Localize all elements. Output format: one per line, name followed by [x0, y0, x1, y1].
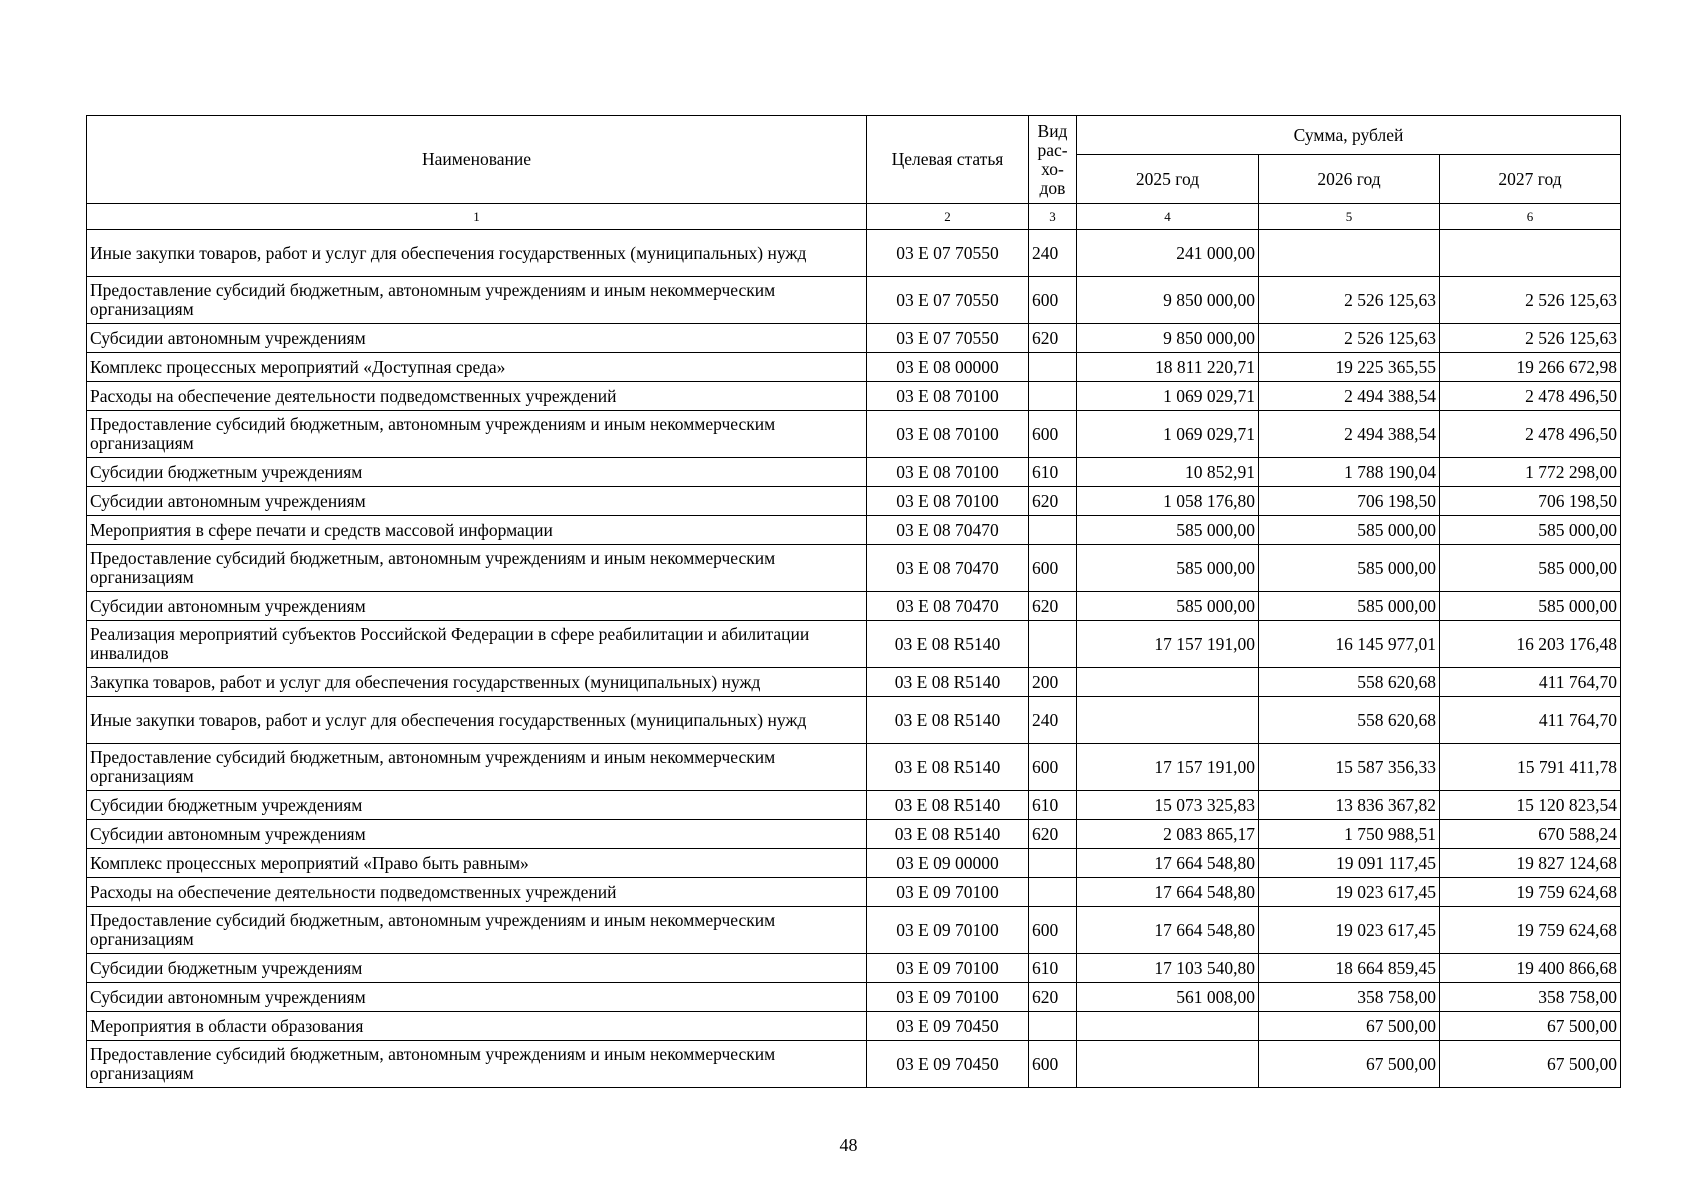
row-expense-type: 610 [1029, 791, 1077, 820]
row-name: Субсидии автономным учреждениям [87, 487, 867, 516]
header-target: Целевая статья [867, 116, 1029, 204]
row-amount-2025: 10 852,91 [1077, 458, 1259, 487]
row-amount-2027: 19 759 624,68 [1440, 907, 1621, 954]
table-row [87, 849, 1621, 878]
row-amount-2027: 19 759 624,68 [1440, 878, 1621, 907]
table-row [87, 458, 1621, 487]
row-name: Мероприятия в сфере печати и средств массовой информации [87, 516, 867, 545]
row-amount-2025: 561 008,00 [1077, 983, 1259, 1012]
row-target-code: 03 Е 07 70550 [867, 230, 1029, 277]
table-row [87, 621, 1621, 668]
row-expense-type: 240 [1029, 697, 1077, 744]
row-expense-type [1029, 353, 1077, 382]
row-name: Реализация мероприятий субъектов Российской Федерации в сфере реабилитации и абилитации инвалидов [87, 621, 867, 668]
row-amount-2027: 67 500,00 [1440, 1041, 1621, 1088]
row-target-code: 03 Е 08 R5140 [867, 791, 1029, 820]
header-sum: Сумма, рублей [1077, 116, 1621, 155]
row-amount-2025: 17 664 548,80 [1077, 878, 1259, 907]
row-expense-type: 600 [1029, 545, 1077, 592]
row-amount-2027: 358 758,00 [1440, 983, 1621, 1012]
table-row [87, 1012, 1621, 1041]
row-amount-2027: 411 764,70 [1440, 668, 1621, 697]
row-amount-2027: 16 203 176,48 [1440, 621, 1621, 668]
row-target-code: 03 Е 07 70550 [867, 277, 1029, 324]
row-amount-2025: 1 058 176,80 [1077, 487, 1259, 516]
row-expense-type: 620 [1029, 487, 1077, 516]
table-body [87, 230, 1621, 1088]
row-target-code: 03 Е 08 70100 [867, 382, 1029, 411]
row-amount-2026: 2 526 125,63 [1259, 277, 1440, 324]
row-expense-type: 620 [1029, 592, 1077, 621]
row-amount-2027: 1 772 298,00 [1440, 458, 1621, 487]
row-expense-type: 600 [1029, 744, 1077, 791]
row-amount-2026: 2 494 388,54 [1259, 382, 1440, 411]
row-target-code: 03 Е 08 R5140 [867, 697, 1029, 744]
table-row [87, 878, 1621, 907]
row-amount-2026: 19 023 617,45 [1259, 907, 1440, 954]
header-name: Наименование [87, 116, 867, 204]
row-amount-2026: 18 664 859,45 [1259, 954, 1440, 983]
row-amount-2027: 2 478 496,50 [1440, 382, 1621, 411]
row-name: Комплекс процессных мероприятий «Доступная среда» [87, 353, 867, 382]
column-number-row [87, 204, 1621, 230]
row-amount-2025: 585 000,00 [1077, 545, 1259, 592]
column-number: 4 [1077, 204, 1259, 230]
row-name: Расходы на обеспечение деятельности подведомственных учреждений [87, 382, 867, 411]
row-amount-2025 [1077, 697, 1259, 744]
row-expense-type: 200 [1029, 668, 1077, 697]
table-row [87, 907, 1621, 954]
row-target-code: 03 Е 09 70100 [867, 907, 1029, 954]
row-expense-type: 620 [1029, 820, 1077, 849]
column-number: 6 [1440, 204, 1621, 230]
row-amount-2027: 19 827 124,68 [1440, 849, 1621, 878]
row-expense-type: 240 [1029, 230, 1077, 277]
row-amount-2026: 1 788 190,04 [1259, 458, 1440, 487]
row-expense-type [1029, 621, 1077, 668]
row-amount-2025 [1077, 1012, 1259, 1041]
row-target-code: 03 Е 08 70470 [867, 592, 1029, 621]
row-expense-type: 620 [1029, 324, 1077, 353]
row-target-code: 03 Е 09 70450 [867, 1041, 1029, 1088]
row-name: Субсидии автономным учреждениям [87, 592, 867, 621]
row-expense-type: 610 [1029, 458, 1077, 487]
table-row [87, 324, 1621, 353]
table-row [87, 744, 1621, 791]
row-name: Иные закупки товаров, работ и услуг для обеспечения государственных (муниципальных) нужд [87, 697, 867, 744]
row-name: Предоставление субсидий бюджетным, автономным учреждениям и иным некоммерческим организациям [87, 411, 867, 458]
row-name: Субсидии бюджетным учреждениям [87, 954, 867, 983]
header-year-2027: 2027 год [1440, 155, 1621, 204]
row-amount-2027 [1440, 230, 1621, 277]
row-target-code: 03 Е 08 70100 [867, 411, 1029, 458]
table-row [87, 382, 1621, 411]
row-amount-2025: 17 103 540,80 [1077, 954, 1259, 983]
row-amount-2027: 67 500,00 [1440, 1012, 1621, 1041]
row-expense-type: 600 [1029, 411, 1077, 458]
row-target-code: 03 Е 09 70100 [867, 878, 1029, 907]
row-target-code: 03 Е 08 00000 [867, 353, 1029, 382]
row-amount-2025: 9 850 000,00 [1077, 324, 1259, 353]
table-row [87, 1041, 1621, 1088]
row-amount-2026: 1 750 988,51 [1259, 820, 1440, 849]
row-target-code: 03 Е 08 R5140 [867, 820, 1029, 849]
row-amount-2025: 17 157 191,00 [1077, 621, 1259, 668]
row-name: Предоставление субсидий бюджетным, автономным учреждениям и иным некоммерческим организациям [87, 907, 867, 954]
row-amount-2026: 2 526 125,63 [1259, 324, 1440, 353]
row-amount-2026: 358 758,00 [1259, 983, 1440, 1012]
row-expense-type [1029, 849, 1077, 878]
table-row [87, 277, 1621, 324]
table-row [87, 791, 1621, 820]
column-number: 1 [87, 204, 867, 230]
row-target-code: 03 Е 09 70450 [867, 1012, 1029, 1041]
row-amount-2027: 411 764,70 [1440, 697, 1621, 744]
row-expense-type: 610 [1029, 954, 1077, 983]
row-amount-2026: 16 145 977,01 [1259, 621, 1440, 668]
table-row [87, 954, 1621, 983]
table-row [87, 668, 1621, 697]
header-vid: Вид рас-хо-дов [1029, 116, 1077, 204]
row-amount-2025: 18 811 220,71 [1077, 353, 1259, 382]
row-amount-2026: 585 000,00 [1259, 592, 1440, 621]
row-amount-2025: 17 664 548,80 [1077, 907, 1259, 954]
row-expense-type [1029, 1012, 1077, 1041]
column-number: 2 [867, 204, 1029, 230]
row-name: Предоставление субсидий бюджетным, автономным учреждениям и иным некоммерческим организациям [87, 744, 867, 791]
table-row [87, 983, 1621, 1012]
row-amount-2026: 19 091 117,45 [1259, 849, 1440, 878]
row-amount-2026: 585 000,00 [1259, 545, 1440, 592]
budget-table [86, 115, 1621, 1088]
row-amount-2026 [1259, 230, 1440, 277]
table-row [87, 487, 1621, 516]
row-amount-2025: 241 000,00 [1077, 230, 1259, 277]
row-target-code: 03 Е 09 70100 [867, 983, 1029, 1012]
row-amount-2025 [1077, 1041, 1259, 1088]
row-amount-2025: 2 083 865,17 [1077, 820, 1259, 849]
row-target-code: 03 Е 07 70550 [867, 324, 1029, 353]
row-name: Предоставление субсидий бюджетным, автономным учреждениям и иным некоммерческим организациям [87, 1041, 867, 1088]
row-amount-2027: 15 120 823,54 [1440, 791, 1621, 820]
row-amount-2027: 2 478 496,50 [1440, 411, 1621, 458]
row-target-code: 03 Е 08 70470 [867, 545, 1029, 592]
row-amount-2026: 706 198,50 [1259, 487, 1440, 516]
row-name: Субсидии бюджетным учреждениям [87, 458, 867, 487]
row-name: Закупка товаров, работ и услуг для обеспечения государственных (муниципальных) нужд [87, 668, 867, 697]
row-target-code: 03 Е 09 70100 [867, 954, 1029, 983]
row-expense-type [1029, 382, 1077, 411]
row-amount-2027: 585 000,00 [1440, 516, 1621, 545]
row-target-code: 03 Е 08 70100 [867, 458, 1029, 487]
table-row [87, 697, 1621, 744]
row-amount-2025 [1077, 668, 1259, 697]
row-expense-type: 600 [1029, 907, 1077, 954]
row-amount-2025: 9 850 000,00 [1077, 277, 1259, 324]
header-year-2025: 2025 год [1077, 155, 1259, 204]
row-amount-2025: 1 069 029,71 [1077, 382, 1259, 411]
row-target-code: 03 Е 08 70100 [867, 487, 1029, 516]
row-name: Субсидии бюджетным учреждениям [87, 791, 867, 820]
row-amount-2026: 13 836 367,82 [1259, 791, 1440, 820]
row-expense-type [1029, 516, 1077, 545]
row-amount-2027: 19 266 672,98 [1440, 353, 1621, 382]
row-amount-2027: 2 526 125,63 [1440, 324, 1621, 353]
page-number: 48 [839, 1135, 858, 1155]
row-expense-type: 620 [1029, 983, 1077, 1012]
row-name: Предоставление субсидий бюджетным, автономным учреждениям и иным некоммерческим организациям [87, 545, 867, 592]
row-target-code: 03 Е 08 R5140 [867, 668, 1029, 697]
row-amount-2025: 585 000,00 [1077, 516, 1259, 545]
row-amount-2027: 585 000,00 [1440, 545, 1621, 592]
row-amount-2027: 19 400 866,68 [1440, 954, 1621, 983]
row-amount-2026: 2 494 388,54 [1259, 411, 1440, 458]
row-amount-2025: 1 069 029,71 [1077, 411, 1259, 458]
table-row [87, 353, 1621, 382]
row-expense-type: 600 [1029, 1041, 1077, 1088]
header-year-2026: 2026 год [1259, 155, 1440, 204]
row-amount-2026: 15 587 356,33 [1259, 744, 1440, 791]
row-name: Расходы на обеспечение деятельности подведомственных учреждений [87, 878, 867, 907]
row-name: Субсидии автономным учреждениям [87, 820, 867, 849]
row-amount-2027: 15 791 411,78 [1440, 744, 1621, 791]
row-amount-2027: 2 526 125,63 [1440, 277, 1621, 324]
table-row [87, 545, 1621, 592]
table-row [87, 592, 1621, 621]
column-number: 5 [1259, 204, 1440, 230]
row-amount-2026: 585 000,00 [1259, 516, 1440, 545]
row-amount-2027: 706 198,50 [1440, 487, 1621, 516]
row-amount-2027: 670 588,24 [1440, 820, 1621, 849]
row-target-code: 03 Е 08 70470 [867, 516, 1029, 545]
column-number: 3 [1029, 204, 1077, 230]
row-amount-2027: 585 000,00 [1440, 592, 1621, 621]
row-name: Комплекс процессных мероприятий «Право быть равным» [87, 849, 867, 878]
row-target-code: 03 Е 09 00000 [867, 849, 1029, 878]
row-name: Мероприятия в области образования [87, 1012, 867, 1041]
row-target-code: 03 Е 08 R5140 [867, 744, 1029, 791]
row-name: Субсидии автономным учреждениям [87, 983, 867, 1012]
row-amount-2025: 17 157 191,00 [1077, 744, 1259, 791]
row-target-code: 03 Е 08 R5140 [867, 621, 1029, 668]
row-amount-2026: 19 225 365,55 [1259, 353, 1440, 382]
row-name: Иные закупки товаров, работ и услуг для обеспечения государственных (муниципальных) нужд [87, 230, 867, 277]
row-name: Предоставление субсидий бюджетным, автономным учреждениям и иным некоммерческим организациям [87, 277, 867, 324]
row-amount-2026: 558 620,68 [1259, 697, 1440, 744]
row-amount-2025: 15 073 325,83 [1077, 791, 1259, 820]
row-amount-2025: 17 664 548,80 [1077, 849, 1259, 878]
row-amount-2026: 67 500,00 [1259, 1012, 1440, 1041]
table-row [87, 411, 1621, 458]
row-amount-2026: 19 023 617,45 [1259, 878, 1440, 907]
table-row [87, 230, 1621, 277]
table-row [87, 820, 1621, 849]
row-expense-type: 600 [1029, 277, 1077, 324]
table-row [87, 516, 1621, 545]
row-amount-2025: 585 000,00 [1077, 592, 1259, 621]
row-amount-2026: 558 620,68 [1259, 668, 1440, 697]
row-amount-2026: 67 500,00 [1259, 1041, 1440, 1088]
row-name: Субсидии автономным учреждениям [87, 324, 867, 353]
row-expense-type [1029, 878, 1077, 907]
